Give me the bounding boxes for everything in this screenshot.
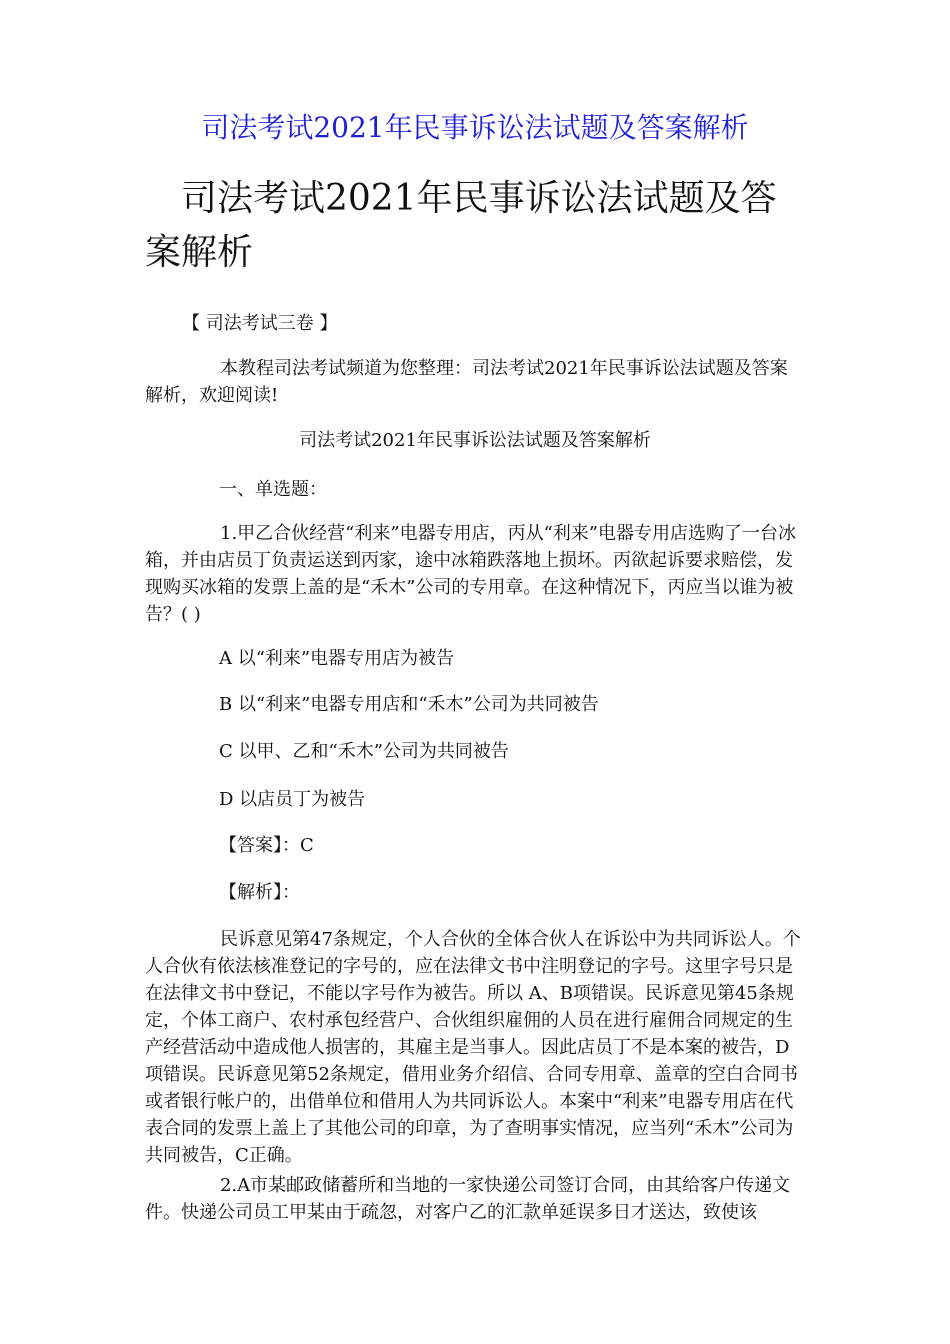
analysis-label: 【解析】： [219, 882, 300, 903]
option-d: D 以店员丁为被告 [219, 789, 366, 810]
intro-paragraph: 本教程司法考试频道为您整理：司法考试2021年民事诉讼法试题及答案解析，欢迎阅读! [145, 358, 788, 406]
question-2-stem: 2.A市某邮政储蓄所和当地的一家快递公司签订合同，由其给客户传递文件。快递公司员工甲某由于疏忽，对客户乙的汇款单延误多日才送达，致使该 [145, 1175, 791, 1223]
question-1-stem: 1.甲乙合伙经营“利来”电器专用店，丙从“利来”电器专用店选购了一台冰箱，并由店员丁负责运送到丙家，途中冰箱跌落地上损坏。丙欲起诉要求赔偿，发现购买冰箱的发票上盖的是“禾木”公司的专用章。在这种情况下，丙应当以谁为被告？( ) [145, 523, 796, 625]
section-tag: 【 司法考试三卷 】 [182, 313, 338, 334]
option-b: B 以“利来”电器专用店和“禾木”公司为共同被告 [219, 694, 599, 715]
analysis-paragraph: 民诉意见第47条规定，个人合伙的全体合伙人在诉讼中为共同诉讼人。个人合伙有依法核准登记的字号的，应在法律文书中注明登记的字号。这里字号只是在法律文书中登记，不能以字号作为被告。所以 A、B项错误。民诉意见第45条规定，个体工商户、农村承包经营户、合伙组织雇佣的人员在进行雇佣合同规定的生产经营活动中造成他人损害的，其雇主是当事人。因此店员丁不是本案的被告，D项错误。民诉意见第52条规定，借用业务介绍信、合同专用章、盖章的空白合同书或者银行帐户的，出借单位和借用人为共同诉讼人。本案中“利来”电器专用店在代表合同的发票上盖上了其他公司的印章，为了查明事实情况，应当列“禾木”公司为共同被告，C正确。 [145, 929, 801, 1166]
option-c: C 以甲、乙和“禾木”公司为共同被告 [219, 741, 509, 762]
main-title: 司法考试2021年民事诉讼法试题及答案解析 [145, 178, 777, 273]
option-a: A 以“利来”电器专用店为被告 [219, 648, 455, 669]
answer-line: 【答案】：C [219, 835, 314, 856]
part-heading: 一、单选题： [219, 479, 327, 500]
subtitle: 司法考试2021年民事诉讼法试题及答案解析 [299, 430, 651, 451]
header-title: 司法考试2021年民事诉讼法试题及答案解析 [201, 111, 749, 144]
